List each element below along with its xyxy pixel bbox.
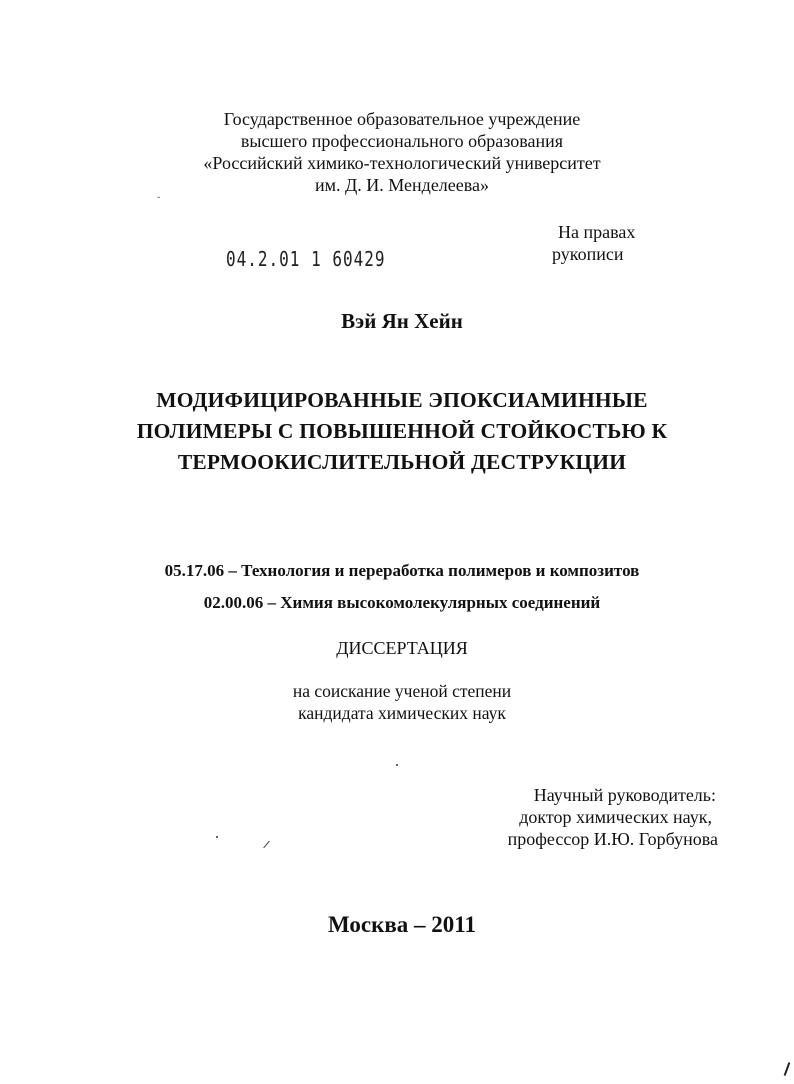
title-line-2: ПОЛИМЕРЫ С ПОВЫШЕННОЙ СТОЙКОСТЬЮ К (136, 419, 668, 443)
scan-mark (263, 841, 270, 849)
scan-dot (216, 836, 218, 838)
specialty-line-1: 05.17.06 – Технология и переработка полимеров и композитов (164, 561, 640, 580)
scientific-supervisor (508, 784, 718, 850)
institution-line-2: высшего профессионального образования (240, 131, 564, 151)
registration-number: 04.2.01 1 60429 (226, 247, 386, 271)
place-and-year: Москва – 2011 (327, 912, 477, 937)
institution-line-3: «Российский химико-технологический университет (203, 153, 601, 173)
dissertation-title (0, 385, 794, 478)
scan-speck: ˇ (157, 196, 161, 207)
supervisor-line-3: профессор И.Ю. Горбунова (507, 829, 718, 849)
scan-edge-mark (784, 1062, 791, 1076)
degree-statement (0, 680, 794, 724)
title-line-3: ТЕРМООКИСЛИТЕЛЬНОЙ ДЕСТРУКЦИИ (177, 450, 627, 474)
degree-line-1: на соискание ученой степени (292, 681, 512, 701)
author-name: Вэй Ян Хейн (341, 309, 463, 333)
rights-line-2: рукописи (552, 244, 624, 264)
manuscript-rights (552, 221, 635, 265)
institution-line-1: Государственное образовательное учреждение (223, 109, 581, 129)
degree-line-2: кандидата химических наук (298, 703, 506, 723)
institution-header (0, 108, 794, 196)
scan-dot (396, 764, 398, 766)
supervisor-line-2: доктор химических наук, (519, 807, 712, 827)
document-type: ДИССЕРТАЦИЯ (336, 638, 468, 658)
title-line-1: МОДИФИЦИРОВАННЫЕ ЭПОКСИАМИННЫЕ (156, 388, 648, 412)
rights-line-1: На правах (558, 222, 636, 242)
institution-line-4: им. Д. И. Менделеева» (314, 175, 490, 195)
specialties (0, 555, 794, 619)
specialty-line-2: 02.00.06 – Химия высокомолекулярных соединений (203, 593, 601, 612)
supervisor-line-1: Научный руководитель: (533, 785, 716, 805)
